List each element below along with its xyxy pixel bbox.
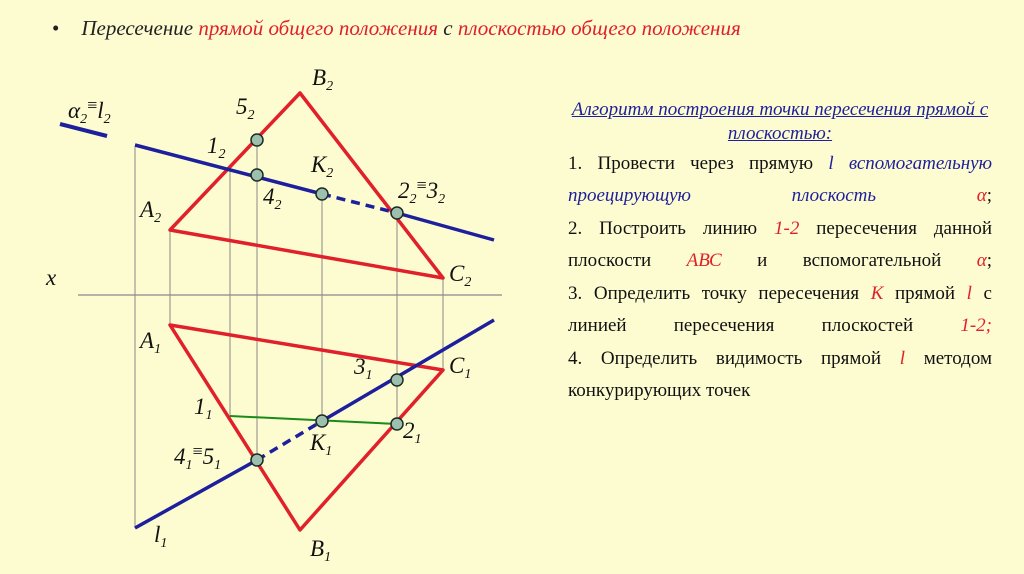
title-part-2: прямой общего положения	[198, 16, 438, 40]
projection-links	[135, 140, 446, 528]
title-part-4: плоскостью общего положения	[457, 16, 741, 40]
point-4-5-1	[251, 454, 263, 466]
label-k-1: $К_1$	[310, 430, 333, 459]
algorithm-panel	[568, 98, 992, 406]
line-l2-visible	[135, 145, 322, 194]
line-l1-start	[135, 460, 257, 528]
title-part-3: с	[438, 16, 458, 40]
step-1: 1. Провести через прямую l вспомогательную проецирующую плоскость α;	[568, 153, 992, 206]
label-x: x	[46, 265, 57, 290]
label-c2: $C_2$	[449, 261, 472, 290]
label-l1: $l_1$	[154, 522, 168, 551]
label-3-1: $3_1$	[354, 354, 373, 383]
point-2-1	[391, 418, 403, 430]
bullet: •	[52, 16, 60, 40]
label-2-3-2: $2_2^\equiv 3_2$	[398, 175, 446, 207]
label-1-1: $1_1$	[194, 394, 213, 423]
label-k-2: $К_2$	[311, 152, 334, 181]
point-k-2	[316, 188, 328, 200]
point-5-2	[251, 134, 263, 146]
label-5-2: $5_2$	[236, 94, 255, 123]
label-2-1: $2_1$	[403, 418, 422, 447]
point-3-1	[391, 374, 403, 386]
point-k-1	[316, 415, 328, 427]
algorithm-title: Алгоритм построения точки пересечения прямой с плоскостью:	[571, 99, 989, 144]
label-4-2: $4_2$	[263, 184, 282, 213]
label-b1: $B_1$	[310, 536, 332, 565]
step-4: 4. Определить видимость прямой l методом конкурирующих точек	[568, 348, 993, 401]
label-b2: $B_2$	[312, 65, 334, 94]
title-part-1: Пересечение	[81, 16, 199, 40]
point-2-2	[391, 207, 403, 219]
label-a2: $A_2$	[140, 197, 162, 226]
intersection-line-1-2	[230, 416, 397, 424]
label-a1: $A_1$	[140, 328, 162, 357]
label-1-2: $1_2$	[207, 133, 226, 162]
step-2: 2. Построить линию 1-2 пересечения данной плоскости АВС и вспомогательной α;	[568, 218, 993, 271]
step-3: 3. Определить точку пересечения К прямой l с линией пересечения плоскостей 1-2;	[568, 283, 992, 336]
label-4-5-1: $4_1^\equiv 5_1$	[174, 441, 222, 473]
label-alpha2: $\alpha_2^\equiv l_2$	[68, 95, 111, 127]
label-c1: $C_1$	[449, 353, 472, 382]
point-4-2	[251, 169, 263, 181]
